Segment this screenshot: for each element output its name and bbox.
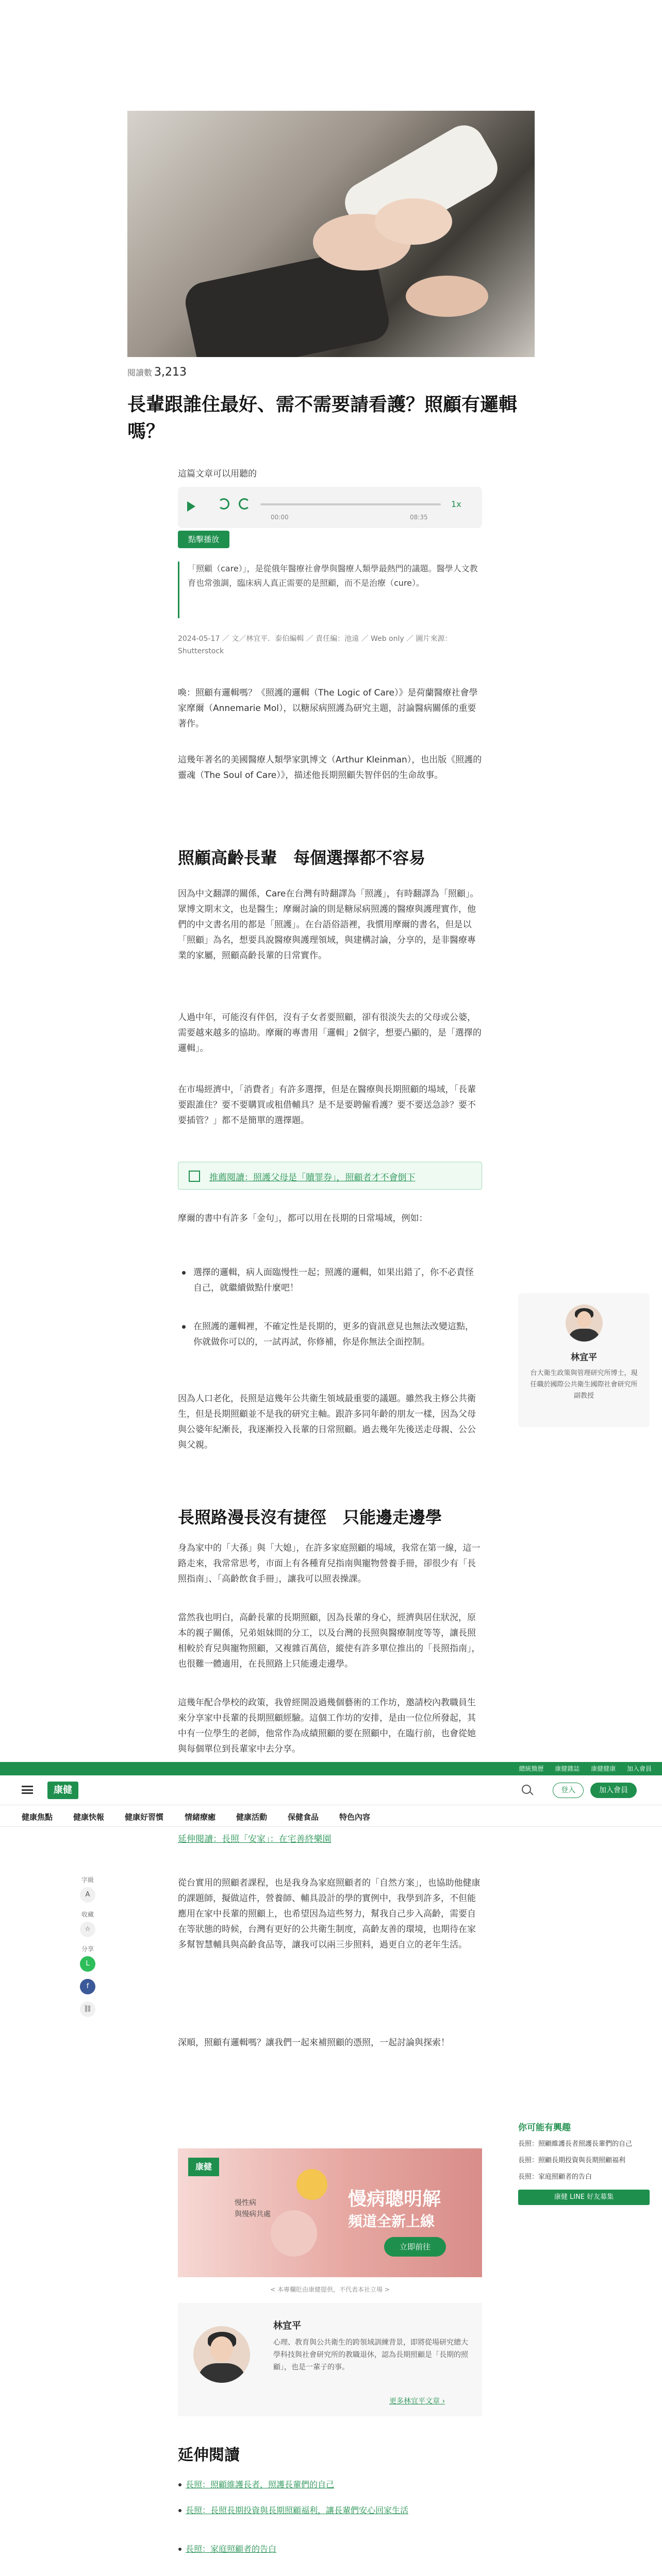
rewind-icon[interactable] (218, 498, 229, 510)
writer-card (178, 2303, 482, 2416)
join-button[interactable]: 加入會員 (590, 1783, 637, 1798)
paragraph: 摩爾的書中有許多「金句」，都可以用在長期的日常場域，例如： (178, 1213, 428, 1224)
hero-image (127, 111, 535, 357)
extended-link[interactable]: 延伸閱讀：長照「安家」：在宅善終樂園 (178, 1834, 332, 1844)
navbar (0, 1775, 662, 1805)
paragraph: 深順，照顧有邏輯嗎？讓我們一起來補照顧的憑照，一起討論與探索！ (178, 2038, 450, 2048)
facebook-icon[interactable]: f (80, 1979, 95, 1994)
play-button[interactable]: 點擊播放 (178, 531, 229, 548)
recommended-link[interactable]: 推薦閱讀：照護父母是「贖罪券」，照顧者才不會倒下 (178, 1162, 482, 1190)
view-count: 閱讀數 3,213 (127, 366, 187, 379)
author-avatar (566, 1304, 603, 1342)
time-end: 08:35 (410, 514, 428, 521)
category-tab[interactable]: 特色內容 (339, 1812, 371, 1822)
audio-player[interactable] (178, 487, 482, 528)
external-link-icon (189, 1171, 200, 1182)
extended-item[interactable]: 長照：長照長期投資與長期照顧福利，讓長輩們安心回家生活 (186, 2504, 482, 2517)
top-band (0, 1762, 662, 1775)
section-heading: 照顧高齡長輩 每個選擇都不容易 (178, 848, 426, 868)
writer-more-link[interactable]: 更多林宜平文章 › (389, 2397, 445, 2405)
link-icon[interactable]: ⛓ (80, 2002, 95, 2017)
ad-small-text: 慢性病 與慢病共處 (235, 2199, 271, 2218)
article-meta: 2024-05-17 ／ 文／林宜平．泰伯編輯 ／ 責任編：池遠 ／ Web only ／ 圖片來源：Shutterstock (178, 635, 452, 655)
rail-item[interactable]: 長照：照顧維護長者照護長輩們的自己 (518, 2140, 633, 2148)
article-title: 長輩跟誰住最好、需不需要請看護？照顧有邏輯嗎？ (127, 394, 518, 442)
top-links (509, 1764, 652, 1773)
ad-headline: 慢病聰明解 (348, 2189, 441, 2210)
category-tab[interactable]: 健康快報 (73, 1812, 105, 1822)
top-link[interactable]: 加入會員 (626, 1765, 652, 1772)
paragraph: 因為人口老化，長照是這幾年公共衛生領域最重要的議題。雖然我主修公共衛生，但是長期照顧並不是我的研究主軸。跟許多同年齡的朋友一樣，因為父母與公婆年紀漸長，我逐漸投入長輩的日常照顧。過去幾年先後送走母親、公公與父親。 (178, 1394, 476, 1450)
top-link[interactable]: 康健雜誌 (555, 1765, 580, 1772)
paragraph: 身為家中的「大孫」與「大媳」，在許多家庭照顧的場域，我常在第一線，這一路走來，我常常思考，市面上有各種育兒指南與寵物營養手冊，卻很少有「長照指南」、「高齡飲食手冊」，讓我可以照表操課。 (178, 1543, 481, 1584)
top-link[interactable]: 康健健康 (591, 1765, 616, 1772)
right-rail (518, 2120, 650, 2205)
progress-bar[interactable] (260, 503, 441, 505)
writer-bio: 心理、教育與公共衛生的跨領域訓練背景，即將從場研究總大學科技與社會研究所的教職退休，認為長期照顧是「長期的照顧」，也是一輩子的事。 (273, 2338, 468, 2371)
paragraph: 喚：照顧有邏輯嗎？《照護的邏輯（The Logic of Care）》是荷蘭醫療社會學家摩爾（Annemarie Mol），以糖尿病照護為研究主題，討論醫病關係的重要著作。 (178, 688, 478, 729)
side-tools (77, 1875, 98, 2024)
paragraph: 當然我也明白，高齡長輩的長期照顧，因為長輩的身心，經濟與居住狀況，原本的親子關係，兄弟姐妹間的分工，以及台灣的長照與醫療制度等等，讓長照相較於育兒與寵物照顧，又複雜百萬倍，縱使有許多單位推出的「長照指南」，也很難一體適用，在長照路上只能邊走邊學。 (178, 1613, 481, 1669)
category-tab[interactable]: 情緒療癒 (185, 1812, 216, 1822)
rail-item[interactable]: 長照：照顧長期投資與長期照顧福利 (518, 2157, 626, 2164)
writer-name: 林宜平 (273, 2320, 301, 2331)
top-link[interactable]: 總統簡歷 (519, 1765, 544, 1772)
category-tab[interactable]: 保健食品 (288, 1812, 319, 1822)
author-name: 林宜平 (571, 1352, 597, 1363)
category-bar (0, 1805, 662, 1827)
bookmark-icon[interactable]: ☆ (80, 1922, 95, 1937)
ad-cta-button[interactable]: 立即前往 (384, 2237, 446, 2257)
favorite-label: 收藏 (81, 1911, 94, 1918)
site-logo[interactable]: 康健 (47, 1782, 78, 1799)
paragraph: 這幾年著名的美國醫療人類學家凱博文（Arthur Kleinman），也出版《照護的靈魂（The Soul of Care）》，描述他長期照顧失智伴侶的生命故事。 (178, 755, 482, 781)
menu-icon[interactable] (22, 1786, 33, 1794)
fast-forward-icon[interactable] (239, 498, 250, 510)
paragraph: 從台實用的照顧者課程，也是我身為家庭照顧者的「自然方案」，也協助他健康的課題師，擬做這件，營養師、輔具設計的學的實例中，我學到許多，不但能應用在家中長輩的照顧上，也希望因為這些努力，幫我自己步入高齡，需要自在等狀態的時候，台灣有更好的公共衛生制度，高齡友善的環境，也期待在家多幫智慧輔具與高齡食品等，讓我可以兩三步照料，過更自立的老年生活。 (178, 1878, 481, 1950)
category-tab[interactable]: 健康焦點 (22, 1812, 53, 1822)
ad-logo: 康健 (188, 2158, 219, 2176)
search-icon[interactable] (522, 1785, 531, 1794)
login-button[interactable]: 登入 (553, 1783, 584, 1798)
play-icon[interactable] (187, 501, 195, 512)
line-share-icon[interactable]: L (80, 1956, 95, 1972)
time-start: 00:00 (271, 514, 289, 521)
ad-subheadline: 頻道全新上線 (348, 2213, 435, 2230)
category-tab[interactable]: 健康好習慣 (125, 1812, 164, 1822)
writer-avatar (193, 2326, 250, 2383)
list-item: 在照護的邏輯裡，不確定性是長期的，更多的資訊意見也無法改變這點，你就做你可以的，一試再試，你修補，你是你無法全面控制。 (193, 1319, 482, 1350)
paragraph: 人過中年，可能沒有伴侶，沒有子女者要照顧，卻有很淡失去的父母或公婆，需要越來越多的協助。摩爾的專書用「邏輯」2個字，想要凸顯的，是「選擇的邏輯」。 (178, 1012, 482, 1054)
author-side-card (518, 1293, 650, 1427)
extended-reading-title: 延伸閱讀 (178, 2446, 240, 2464)
rail-title: 你可能有興趣 (518, 2123, 571, 2133)
extended-item[interactable]: 長照：家庭照顧者的告白 (186, 2543, 482, 2556)
rail-item[interactable]: 長照：家庭照顧者的告白 (518, 2173, 592, 2181)
section-heading: 長照路漫長沒有捷徑 只能邊走邊學 (178, 1507, 442, 1527)
author-bio: 台大衛生政策與管理研究所博士，現任職於國際公共衛生國際社會研究所副教授 (530, 1369, 638, 1400)
category-tab[interactable]: 健康活動 (236, 1812, 268, 1822)
list-item: 選擇的邏輯，病人面臨慢性一起；照護的邏輯，如果出錯了，你不必責怪自己，就繼續做點什麼吧！ (193, 1265, 482, 1296)
ad-caption: < 本專欄貶由康健提供，不代表本社立場 > (270, 2286, 390, 2293)
paragraph: 這幾年配合學校的政策，我曾經開設過幾個藝術的工作坊，邀請校內教職員生來分享家中長輩的長期照顧經驗。這個工作坊的安排，是由一位位所發起，其中有一位學生的老師，他常作為成績照顧的要在照顧中，在臨行前，也會從她與每個單位到長輩家中去分享。 (178, 1698, 476, 1754)
ad-banner[interactable] (178, 2148, 482, 2277)
paragraph: 在市場經濟中，「消費者」有許多選擇，但是在醫療與長期照顧的場域，「長輩要跟誰住？要不要購買或租借輔具？是不是要聘僱看護？要不要送急診？要不要插管？」都不是簡單的選擇題。 (178, 1084, 476, 1126)
rail-line-button[interactable]: 康健 LINE 好友募集 (518, 2190, 650, 2205)
font-size-label: 字級 (81, 1876, 94, 1884)
paragraph: 因為中文翻譯的關係，Care在台灣有時翻譯為「照護」，有時翻譯為「照顧」。眾博文期末文，也是醫生；摩爾討論的則是糖尿病照護的醫療與護理實作，他們的中文書名用的都是「照護」。在台語俗語裡，我慣用摩爾的書名，但是以「照顧」為名，想要具說醫療與護理領域，與建構討論，分享的，是非醫療專業的家屬，照顧高齡長輩的日常實作。 (178, 889, 479, 961)
font-size-icon[interactable]: A (80, 1887, 95, 1903)
audio-label: 這篇文章可以用聽的 (178, 469, 257, 479)
extended-item[interactable]: 長照：照顧維護長者，照護長輩們的自己 (186, 2478, 482, 2492)
lead-quote: 「照顧（care）」，是從俄年醫療社會學與醫療人類學最熱門的議題。醫學人文教育也常強調，臨床病人真正需要的是照顧，而不是治療（cure）。 (178, 562, 482, 618)
share-label: 分享 (81, 1945, 94, 1953)
speed-button[interactable]: 1x (451, 499, 461, 509)
